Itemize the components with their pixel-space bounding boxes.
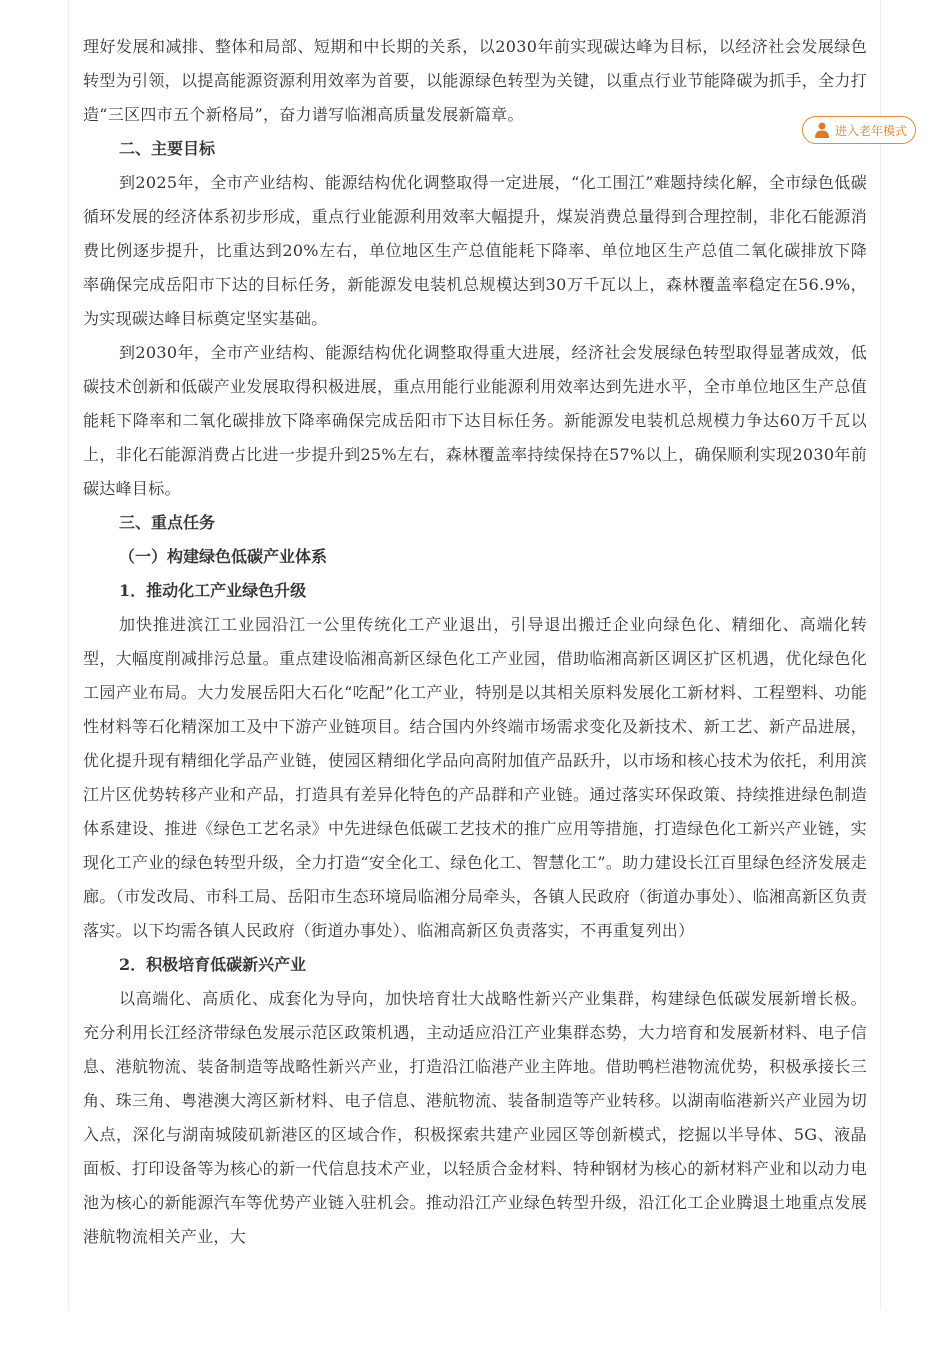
person-icon [813,121,831,139]
subsection-heading-industry: （一）构建绿色低碳产业体系 [119,547,328,566]
document-body [83,30,867,1254]
paragraph-chemical-upgrade: 加快推进滨江工业园沿江一公里传统化工产业退出，引导退出搬迁企业向绿色化、精细化、高端化转型，大幅度削减排污总量。重点建设临湘高新区绿色化工产业园，借助临湘高新区调区扩区机遇，优化绿色化工园产业布局。大力发展岳阳大石化“吃配”化工产业，特别是以其相关原料发展化工新材料、工程塑料、功能性材料等石化精深加工及中下游产业链项目。结合国内外终端市场需求变化及新技术、新工艺、新产品进展，优化提升现有精细化学品产业链，使园区精细化学品向高附加值产品跃升，以市场和核心技术为依托，利用滨江片区优势转移产业和产品，打造具有差异化特色的产品群和产业链。通过落实环保政策、持续推进绿色制造体系建设、推进《绿色工艺名录》中先进绿色低碳工艺技术的推广应用等措施，打造绿色化工新兴产业链，实现化工产业的绿色转型升级，全力打造“安全化工、绿色化工、智慧化工”。助力建设长江百里绿色经济发展走廊。（市发改局、市科工局、岳阳市生态环境局临湘分局牵头，各镇人民政府（街道办事处）、临湘高新区负责落实。以下均需各镇人民政府（街道办事处）、临湘高新区负责落实，不再重复列出） [83,615,867,940]
elder-mode-label: 进入老年模式 [835,123,908,138]
paragraph-goals-2030: 到2030年，全市产业结构、能源结构优化调整取得重大进展，经济社会发展绿色转型取得显著成效，低碳技术创新和低碳产业发展取得积极进展，重点用能行业能源利用效率达到先进水平，全市单位地区生产总值能耗下降率和二氧化碳排放下降率确保完成岳阳市下达目标任务。新能源发电装机总规模力争达60万千瓦以上，非化石能源消费占比进一步提升到25%左右，森林覆盖率持续保持在57%以上，确保顺利实现2030年前碳达峰目标。 [83,343,867,498]
page-border-left [68,0,69,1310]
section-heading-goals: 二、主要目标 [119,139,216,158]
paragraph-emerging-industries: 以高端化、高质化、成套化为导向，加快培育壮大战略性新兴产业集群，构建绿色低碳发展新增长极。充分利用长江经济带绿色发展示范区政策机遇，主动适应沿江产业集群态势，大力培育和发展新材料、电子信息、港航物流、装备制造等战略性新兴产业，打造沿江临港产业主阵地。借助鸭栏港物流优势，积极承接长三角、珠三角、粤港澳大湾区新材料、电子信息、港航物流、装备制造等产业转移。以湖南临港新兴产业园为切入点，深化与湖南城陵矶新港区的区域合作，积极探索共建产业园区等创新模式，挖掘以半导体、5G、液晶面板、打印设备等为核心的新一代信息技术产业，以轻质合金材料、特种钢材为核心的新材料产业和以动力电池为核心的新能源汽车等优势产业链入驻机会。推动沿江产业绿色转型升级，沿江化工企业腾退土地重点发展港航物流相关产业，大 [83,989,867,1246]
paragraph-intro-continued: 理好发展和减排、整体和局部、短期和中长期的关系，以2030年前实现碳达峰为目标，以经济社会发展绿色转型为引领，以提高能源资源利用效率为首要，以能源绿色转型为关键，以重点行业节能降碳为抓手，全力打造“三区四市五个新格局”，奋力谱写临湘高质量发展新篇章。 [83,37,867,124]
paragraph-goals-2025: 到2025年，全市产业结构、能源结构优化调整取得一定进展，“化工围江”难题持续化解，全市绿色低碳循环发展的经济体系初步形成，重点行业能源利用效率大幅提升，煤炭消费总量得到合理控制，非化石能源消费比例逐步提升，比重达到20%左右，单位地区生产总值能耗下降率、单位地区生产总值二氧化碳排放下降率确保完成岳阳市下达的目标任务，新能源发电装机总规模达到30万千瓦以上，森林覆盖率稳定在56.9%，为实现碳达峰目标奠定坚实基础。 [83,173,867,328]
section-heading-tasks: 三、重点任务 [119,513,216,532]
item-heading-emerging-industries: 2．积极培育低碳新兴产业 [119,955,307,974]
page-border-right [880,0,881,1310]
item-heading-chemical-upgrade: 1．推动化工产业绿色升级 [119,581,307,600]
elder-mode-button[interactable] [802,116,916,144]
